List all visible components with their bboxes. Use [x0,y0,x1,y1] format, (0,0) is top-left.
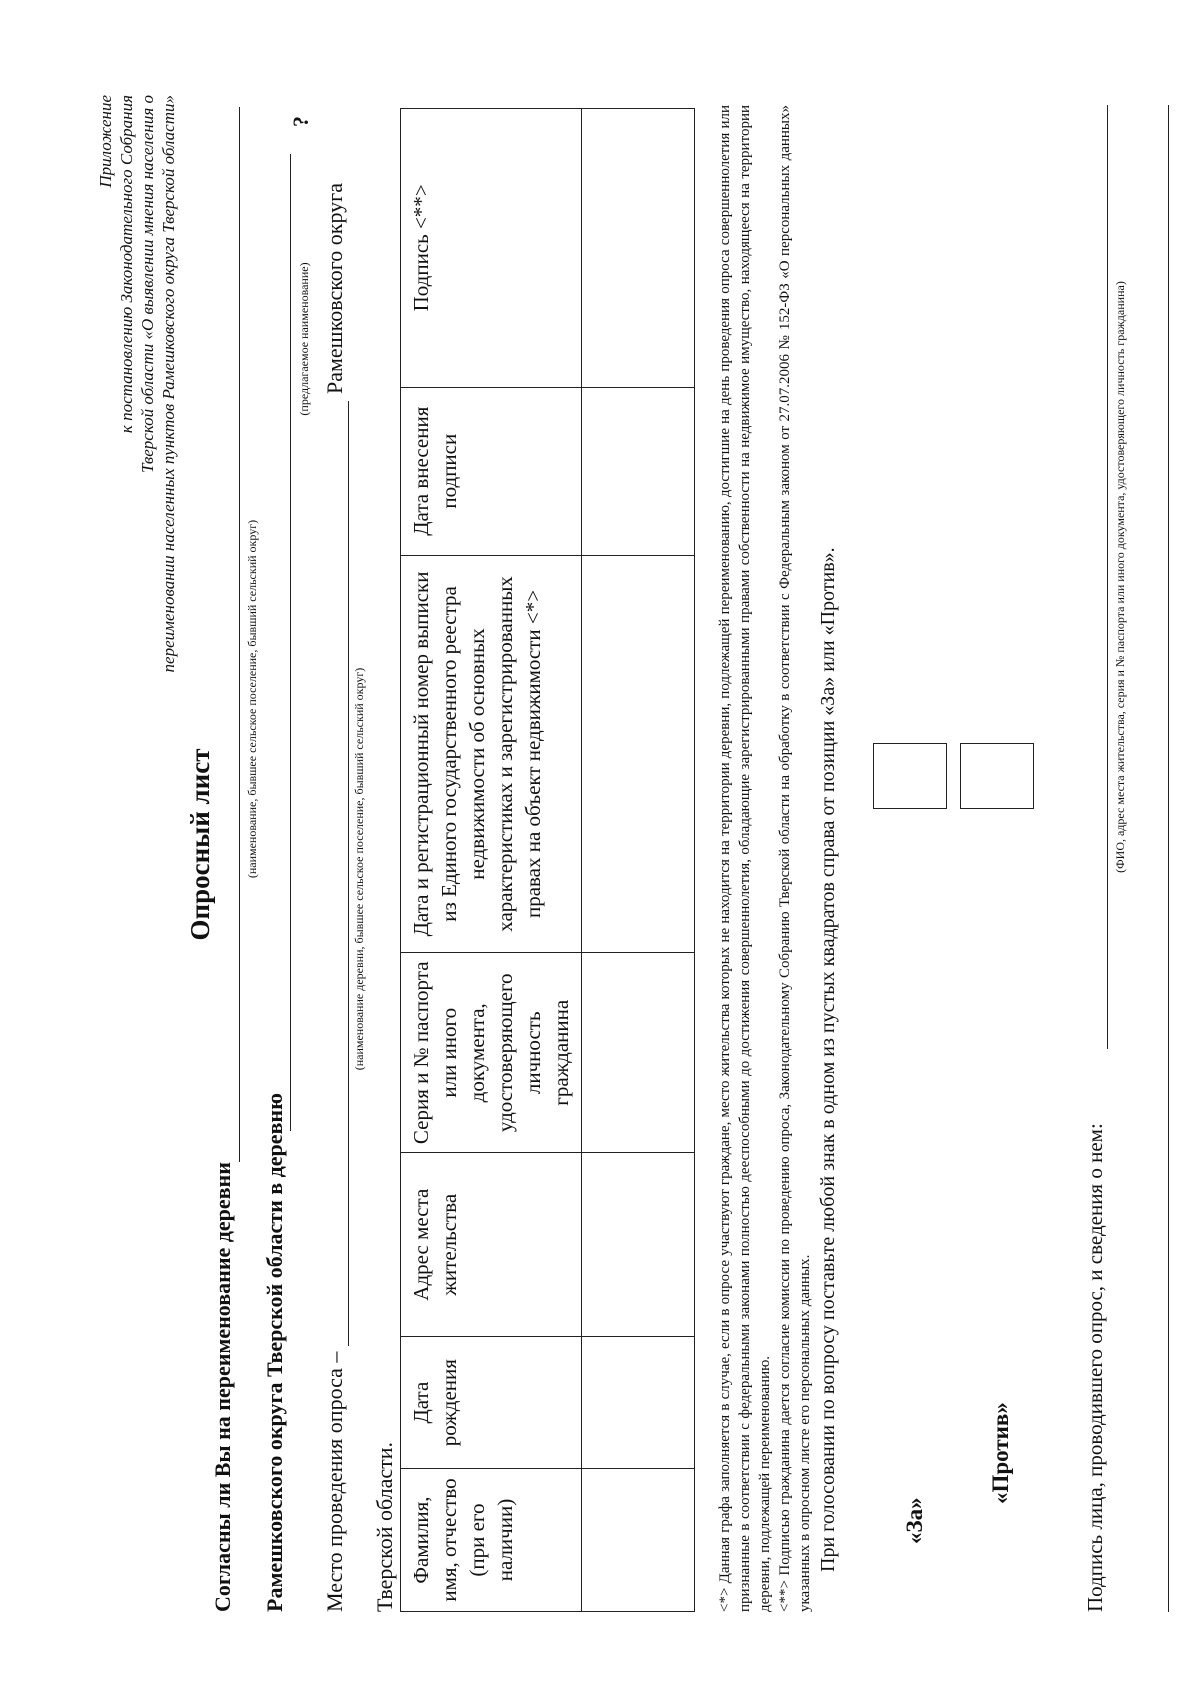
appendix-line: переименовании населенных пунктов Рамешковского округа Тверской области» [159,95,178,673]
place-line [348,401,349,1346]
signature-label: Подпись лица, проводившего опрос, и сведения о нем: [1083,1123,1107,1612]
appendix-line: Тверской области «О выявлении мнения населения о [138,95,157,473]
cell-signature[interactable] [582,109,695,388]
signature-line-2 [1168,105,1169,1612]
footnote-2: <**> Подписью гражданина дается согласие комиссии по проведению опроса, Законодательному Собранию Тверской области на обработку в соответствии с Федеральным законом от 27.07.2006 № 152-ФЗ «О персональных данных» указанных в опросном листе его персональных данных. [777,105,813,1612]
question-line-2: Рамешковского округа Тверской области в деревню [262,1093,287,1612]
cell-registry-extract[interactable] [582,555,695,953]
signature-caption: (ФИО, адрес места жительства, серия и № паспорта или иного документа, удостоверяющего личность гражданина) [1113,281,1127,873]
voting-instruction: При голосовании по вопросу поставьте любой знак в одном из пустых квадратов справа от позиции «За» или «Против». [817,547,839,1572]
footnote-1: <*> Данная графа заполняется в случае, если в опросе участвуют граждане, место жительства которых не находится на территории деревни, подлежащей переименованию, достигшие на день проведения опроса совершеннолетия или признанные в соответствии с федеральными законами полностью дееспособными до достижения совершеннолетия, обладающие зарегистрированными правами собственности на недвижимое имущество, находящееся на территории деревни, подлежащей переименованию. [717,105,773,1612]
col-header-address: Адрес места жительства [401,1153,582,1337]
col-header-signature: Подпись <**> [401,109,582,388]
footnotes [715,105,841,1612]
col-header-signature-date: Дата внесения подписи [401,387,582,555]
cell-signature-date[interactable] [582,387,695,555]
col-header-registry-extract: Дата и регистрационный номер выписки из Единого государственного реестра недвижимости об основных характеристиках и зарегистрированных правах на объект недвижимости <*> [401,555,582,953]
survey-table [400,108,695,1612]
cell-birthdate[interactable] [582,1337,695,1469]
place-caption: (наименование деревни, бывшее сельское поселение, бывший сельский округ) [352,667,366,1071]
cell-passport[interactable] [582,953,695,1153]
vote-against-checkbox[interactable] [960,743,1034,809]
place-continuation: Тверской области. [372,1441,397,1612]
place-label: Место проведения опроса – [322,1351,347,1612]
vote-for-label: «За» [902,1497,927,1544]
signature-line [1107,105,1108,1049]
col-header-name: Фамилия, имя, отчество (при его наличии) [401,1469,582,1612]
col-header-passport: Серия и № паспорта или иного документа, удостоверяющего личность гражданина [401,953,582,1153]
table-row [582,109,695,1612]
cell-address[interactable] [582,1153,695,1337]
appendix-block [95,95,179,995]
question-line-1: Согласны ли Вы на переименование деревни [210,1162,235,1612]
place-suffix: Рамешковского округа [322,183,347,394]
appendix-line: Приложение [96,95,115,188]
village-name-line [239,107,240,1162]
new-name-line [290,154,291,1131]
question-mark: ? [288,116,313,127]
vote-for-checkbox[interactable] [873,743,947,809]
vote-against-label: «Против» [988,1402,1013,1504]
new-name-caption: (предлагаемое наименование) [297,262,311,416]
cell-name[interactable] [582,1469,695,1612]
village-name-caption: (наименование, бывшее сельское поселение, бывший сельский округ) [245,519,259,879]
table-header-row [401,109,582,1612]
page-title: Опросный лист [185,748,215,941]
col-header-birthdate: Дата рождения [401,1337,582,1469]
appendix-line: к постановлению Законодательного Собрания [117,95,136,434]
